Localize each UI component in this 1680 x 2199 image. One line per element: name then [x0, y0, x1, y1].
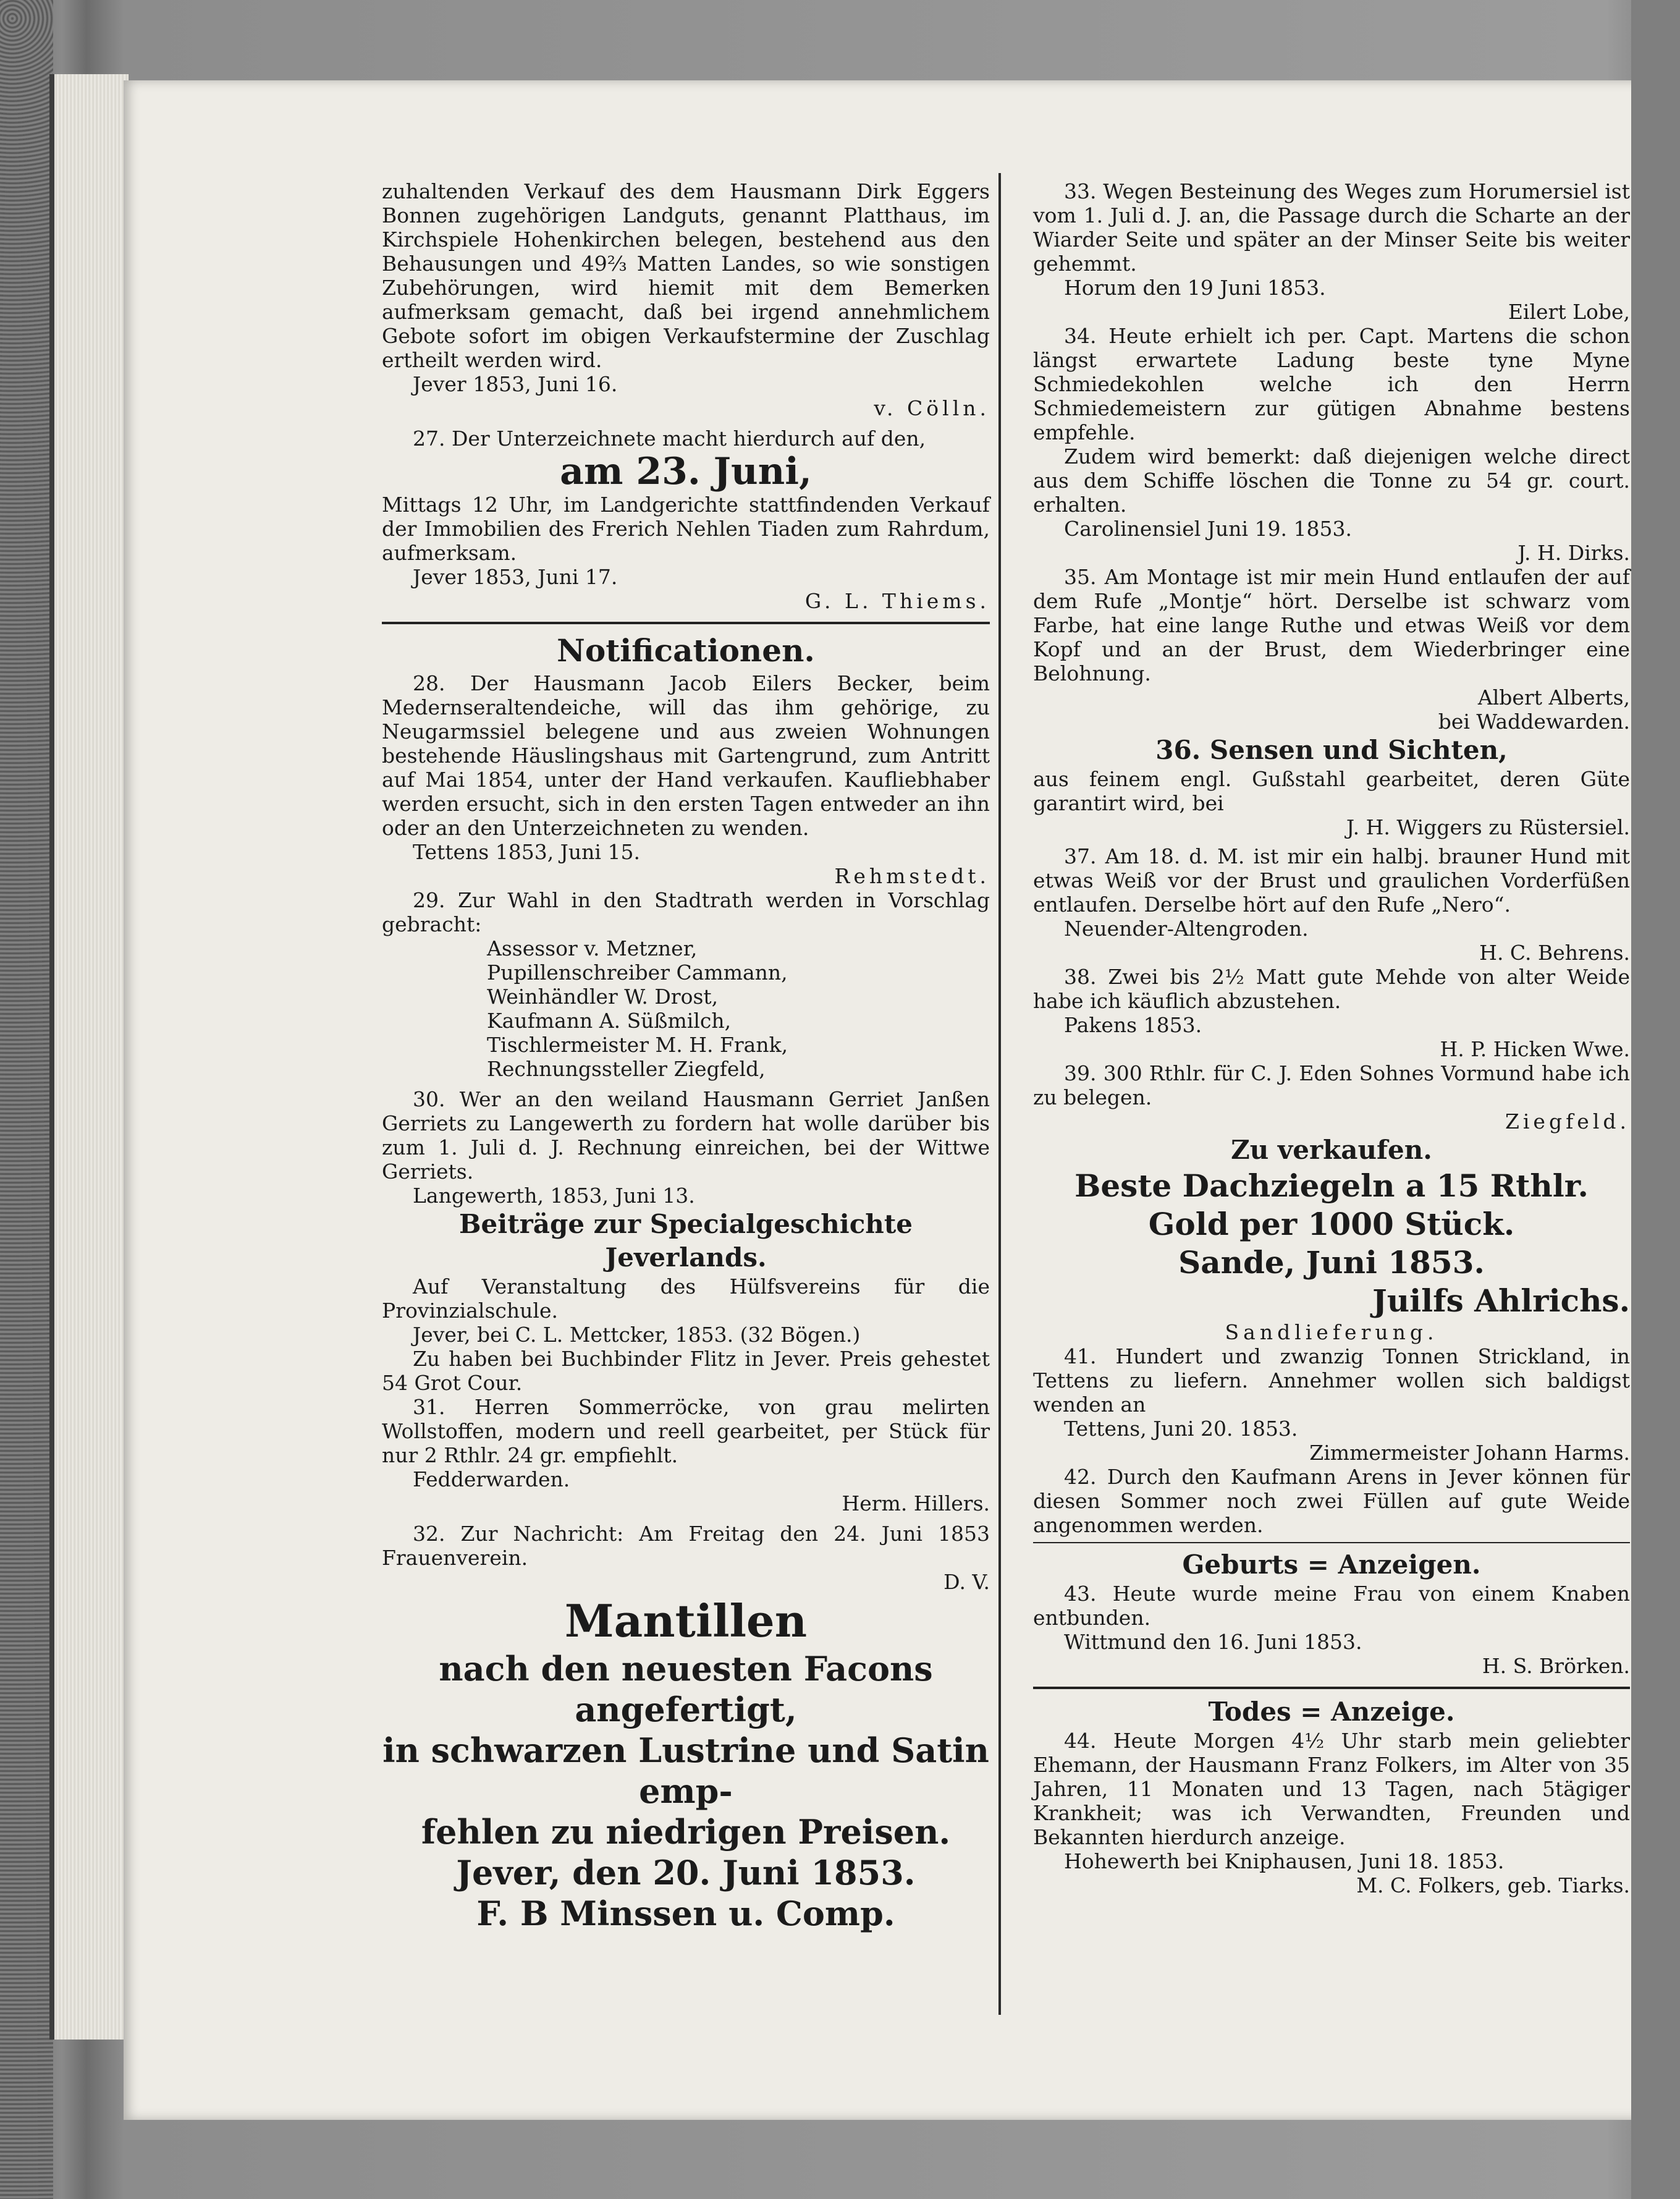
- mantillen-line-3: fehlen zu niedrigen Preisen.: [421, 1812, 951, 1852]
- mantillen-line-2: in schwarzen Lustrine und Satin emp-: [382, 1731, 989, 1811]
- notice-35-text: 35. Am Montage ist mir mein Hund entlaufen der auf dem Rufe „Montje“ hört. Derselbe ist schwarz vom Farbe, hat eine lange Ruthe und etwas Weiß vor dem Kopf und an der Brust, dem Wiederbringer eine Belohnung.: [1033, 565, 1630, 685]
- notice-28-date: Tettens 1853, Juni 15.: [413, 840, 640, 864]
- page-stack-edge: [49, 74, 129, 2040]
- list-item: Rechnungssteller Ziegfeld,: [487, 1057, 766, 1081]
- section-rule: [1033, 1687, 1630, 1689]
- section-rule: [1033, 1542, 1630, 1543]
- notice-33-text: 33. Wegen Besteinung des Weges zum Horumersiel ist vom 1. Juli d. J. an, die Passage durch die Scharte an der Wiarder Seite und später an der Minser Seite bis weiter gehemmt.: [1033, 179, 1630, 276]
- beitraege-heading: Beiträge zur Specialgeschichte Jeverlands.: [459, 1209, 913, 1273]
- notice-35-signature-place: bei Waddewarden.: [1438, 710, 1630, 734]
- notice-36-signature: J. H. Wiggers zu Rüstersiel.: [1346, 815, 1630, 839]
- notice-43-signature: H. S. Brörken.: [1482, 1654, 1630, 1678]
- sandlieferung-heading: Sandlieferung.: [1225, 1320, 1438, 1344]
- mantillen-date: Jever, den 20. Juni 1853.: [456, 1853, 916, 1892]
- notice-31-signature: Herm. Hillers.: [842, 1491, 990, 1515]
- notice-31-place: Fedderwarden.: [413, 1467, 570, 1491]
- notice-29-text: 29. Zur Wahl in den Stadtrath werden in Vorschlag gebracht:: [382, 888, 990, 936]
- dachziegeln-signature: Juilfs Ahlrichs.: [1372, 1282, 1630, 1319]
- notice-38-signature: H. P. Hicken Wwe.: [1440, 1037, 1630, 1061]
- notice-26-date: Jever 1853, Juni 16.: [413, 372, 618, 396]
- notice-41-text: 41. Hundert und zwanzig Tonnen Strickland, in Tettens zu liefern. Annehmer wollen sich baldigst wenden an: [1033, 1344, 1630, 1417]
- notice-27-text: Mittags 12 Uhr, im Landgerichte stattfindenden Verkauf der Immobilien des Frerich Nehlen Tiaden zum Rahrdum, aufmerksam.: [382, 493, 990, 565]
- candidate-list: [382, 936, 990, 1081]
- list-item: Tischlermeister M. H. Frank,: [487, 1033, 788, 1057]
- notice-36-heading: 36. Sensen und Sichten,: [1155, 735, 1508, 765]
- section-rule: [382, 622, 990, 624]
- dachziegeln-line-1: Beste Dachziegeln a 15 Rthlr.: [1074, 1167, 1589, 1204]
- notice-30-date: Langewerth, 1853, Juni 13.: [413, 1184, 695, 1208]
- notificationen-heading: Notificationen.: [557, 632, 815, 669]
- notice-27-signature: G. L. Thiems.: [804, 589, 990, 613]
- mantillen-heading: Mantillen: [564, 1595, 808, 1647]
- notice-26-text: zuhaltenden Verkauf des dem Hausmann Dirk Eggers Bonnen zugehörigen Landguts, genannt Platthaus, im Kirchspiele Hohenkirchen belegen, bestehend aus den Behausungen und 49⅔ Matten Landes, so wie sonstigen Zubehörungen, wird hiemit mit dem Bemerken aufmerksam gemacht, daß bei irgend annehmlichem Gebote sofort im obigen Verkaufstermine der Zuschlag ertheilt werden wird.: [382, 179, 990, 372]
- notice-26-signature: v. Cölln.: [874, 396, 990, 420]
- notice-33-signature: Eilert Lobe,: [1508, 300, 1630, 324]
- beitraege-publisher: Jever, bei C. L. Mettcker, 1853. (32 Bögen.): [413, 1323, 861, 1347]
- notice-41-signature: Zimmermeister Johann Harms.: [1309, 1441, 1630, 1465]
- mantillen-line-1: nach den neuesten Facons angefertigt,: [439, 1649, 933, 1729]
- notice-31-text: 31. Herren Sommerröcke, von grau melirten Wollstoffen, modern und reell gearbeitet, per Stück für nur 2 Rthlr. 24 gr. empfiehlt.: [382, 1395, 990, 1467]
- notice-35-signature: Albert Alberts,: [1477, 685, 1630, 710]
- notice-38-text: 38. Zwei bis 2½ Matt gute Mehde von alter Weide habe ich käuflich abzustehen.: [1033, 965, 1630, 1013]
- notice-37-text: 37. Am 18. d. M. ist mir ein halbj. brauner Hund mit etwas Weiß vor der Brust und graulichen Vorderfüßen entlaufen. Derselbe hört auf den Rufe „Nero“.: [1033, 844, 1630, 917]
- book-spine: [0, 0, 53, 2199]
- list-item: Assessor v. Metzner,: [487, 936, 698, 960]
- notice-32-text: 32. Zur Nachricht: Am Freitag den 24. Juni 1853 Frauenverein.: [382, 1522, 990, 1570]
- notice-38-date: Pakens 1853.: [1064, 1013, 1202, 1037]
- beitraege-price: Zu haben bei Buchbinder Flitz in Jever. Preis gehestet 54 Grot Cour.: [382, 1347, 990, 1395]
- notice-28-text: 28. Der Hausmann Jacob Eilers Becker, beim Medernseraltendeiche, will das ihm gehörige, zu Neugarmssiel belegene und aus zweien Wohnungen bestehende Häuslingshaus mit Gartengrund, zum Antritt auf Mai 1854, unter der Hand verkaufen. Kaufliebhaber werden ersucht, sich in den ersten Tagen entweder an ihn oder an den Unterzeichneten zu wenden.: [382, 671, 990, 840]
- right-column: [1033, 179, 1630, 1897]
- dachziegeln-line-2: Gold per 1000 Stück.: [1148, 1206, 1515, 1242]
- left-column: [382, 179, 990, 1934]
- list-item: Kaufmann A. Süßmilch,: [487, 1009, 732, 1033]
- notice-37-signature: H. C. Behrens.: [1479, 941, 1630, 965]
- notice-34-signature: J. H. Dirks.: [1517, 541, 1630, 565]
- notice-44-date: Hohewerth bei Kniphausen, Juni 18. 1853.: [1064, 1849, 1505, 1873]
- beitraege-text: Auf Veranstaltung des Hülfsvereins für die Provinzialschule.: [382, 1274, 990, 1323]
- notice-41-date: Tettens, Juni 20. 1853.: [1064, 1417, 1298, 1441]
- scan-right-edge: [1631, 0, 1680, 2199]
- zu-verkaufen-heading: Zu verkaufen.: [1231, 1135, 1432, 1165]
- notice-34-text: 34. Heute erhielt ich per. Capt. Martens die schon längst erwartete Ladung beste tyne Myne Schmiedekohlen welche ich den Herrn Schmiedemeistern zur gütigen Abnahme bestens empfehle.: [1033, 324, 1630, 444]
- notice-44-text: 44. Heute Morgen 4½ Uhr starb mein geliebter Ehemann, der Hausmann Franz Folkers, im Alter von 35 Jahren, 11 Monaten und 13 Tagen, nach 5tägiger Krankheit; was ich Verwandten, Freunden und Bekannten hierdurch anzeige.: [1033, 1729, 1630, 1849]
- notice-39-text: 39. 300 Rthlr. für C. J. Eden Sohnes Vormund habe ich zu belegen.: [1033, 1061, 1630, 1109]
- dachziegeln-date: Sande, Juni 1853.: [1178, 1244, 1485, 1281]
- notice-33-date: Horum den 19 Juni 1853.: [1064, 276, 1326, 300]
- list-item: Pupillenschreiber Cammann,: [487, 960, 788, 985]
- notice-27-date-display: am 23. Juni,: [560, 450, 812, 493]
- notice-44-signature: M. C. Folkers, geb. Tiarks.: [1356, 1873, 1630, 1897]
- notice-27-intro: 27. Der Unterzeichnete macht hierdurch auf den,: [413, 426, 926, 451]
- notice-42-text: 42. Durch den Kaufmann Arens in Jever können für diesen Sommer noch zwei Füllen auf gute Weide angenommen werden.: [1033, 1465, 1630, 1537]
- notice-27-date: Jever 1853, Juni 17.: [413, 565, 618, 589]
- column-divider: [998, 173, 1001, 2015]
- notice-37-place: Neuender-Altengroden.: [1064, 917, 1309, 941]
- notice-28-signature: Rehmstedt.: [834, 864, 990, 888]
- notice-43-text: 43. Heute wurde meine Frau von einem Knaben entbunden.: [1033, 1582, 1630, 1630]
- notice-36-text: aus feinem engl. Gußstahl gearbeitet, deren Güte garantirt wird, bei: [1033, 767, 1630, 815]
- todes-anzeige-heading: Todes = Anzeige.: [1208, 1697, 1455, 1727]
- notice-39-signature: Ziegfeld.: [1505, 1109, 1630, 1133]
- notice-30-text: 30. Wer an den weiland Hausmann Gerriet Janßen Gerriets zu Langewerth zu fordern hat wolle darüber bis zum 1. Juli d. J. Rechnung einreichen, bei der Wittwe Gerriets.: [382, 1087, 990, 1184]
- notice-34-date: Carolinensiel Juni 19. 1853.: [1064, 517, 1352, 541]
- geburts-anzeigen-heading: Geburts = Anzeigen.: [1182, 1549, 1481, 1580]
- list-item: Weinhändler W. Drost,: [487, 985, 719, 1009]
- notice-34-addendum: Zudem wird bemerkt: daß diejenigen welche direct aus dem Schiffe löschen die Tonne zu 54 gr. court. erhalten.: [1033, 444, 1630, 517]
- mantillen-signature: F. B Minssen u. Comp.: [476, 1894, 895, 1933]
- notice-43-date: Wittmund den 16. Juni 1853.: [1064, 1630, 1362, 1654]
- notice-32-signature: D. V.: [943, 1570, 990, 1594]
